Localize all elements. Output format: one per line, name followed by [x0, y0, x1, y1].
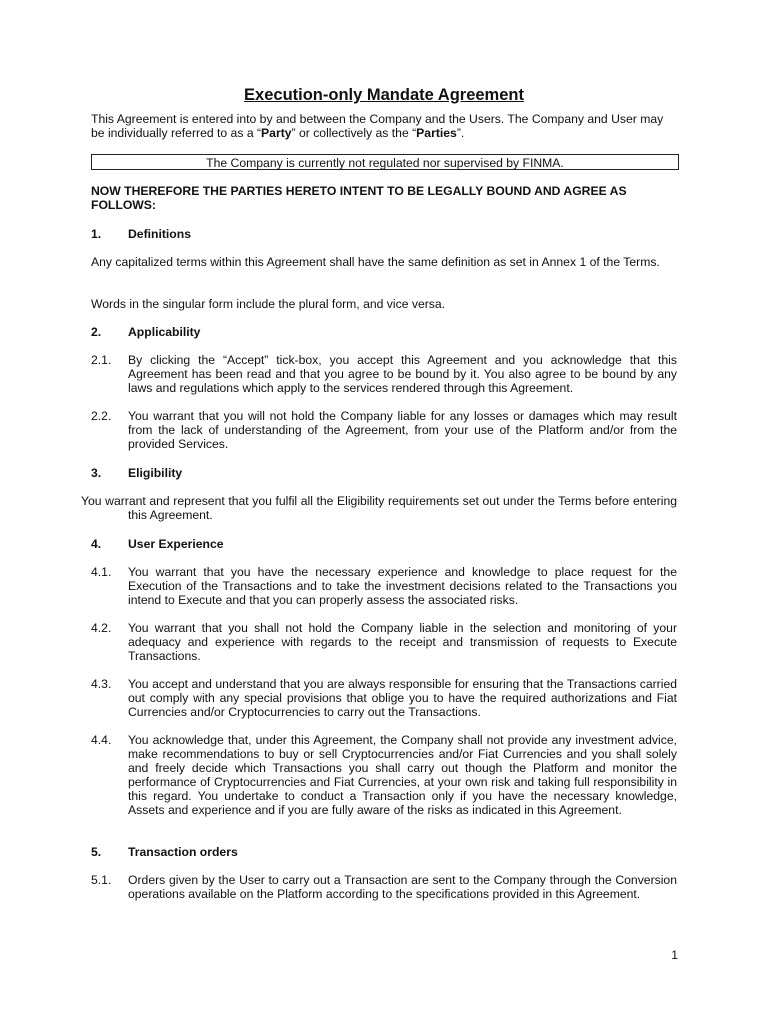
- now-therefore-clause: NOW THEREFORE THE PARTIES HERETO INTENT TO BE LEGALLY BOUND AND AGREE AS FOLLOWS:: [91, 184, 627, 212]
- clause-text: You acknowledge that, under this Agreement, the Company shall not provide any investment advice, make recommendations to buy or sell Cryptocurrencies and/or Fiat Currencies and you shall solely and freely decide which Transactions you shall carry out though the Platform and monitor the performance of Cryptocurrencies and Fiat Currencies, at your own risk and taking full responsibility in this regard. You undertake to conduct a Transaction only if you have the necessary knowledge, Assets and experience and if you are fully aware of the risks as indicated in this Agreement.: [128, 733, 677, 817]
- clause-number: 4.2.: [91, 621, 112, 635]
- eligibility-paragraph: [81, 494, 677, 522]
- section-number: 4.: [91, 537, 102, 551]
- clause-text: By clicking the “Accept” tick-box, you accept this Agreement and you acknowledge that this Agreement has been read and that you agree to be bound by it. You also agree to be bound by any laws and regulations which apply to the services rendered through this Agreement.: [128, 353, 677, 395]
- clause-number: 2.2.: [91, 409, 112, 423]
- section-title: User Experience: [128, 537, 224, 551]
- clause-number: 4.1.: [91, 565, 112, 579]
- section-title: Applicability: [128, 325, 201, 339]
- intro-text: ” or collectively as the “: [291, 126, 417, 140]
- clause-text: You warrant that you have the necessary experience and knowledge to place request for the Execution of the Transactions and to take the investment decisions related to the Transactions you intend to Execute and that you can properly assess the associated risks.: [128, 565, 677, 607]
- section-number: 1.: [91, 227, 102, 241]
- section-title: Eligibility: [128, 466, 183, 480]
- section-number: 2.: [91, 325, 102, 339]
- clause-text: You warrant that you will not hold the Company liable for any losses or damages which may result from the lack of understanding of the Agreement, from your use of the Platform and/or from the provided Services.: [128, 409, 677, 451]
- document-title: Execution-only Mandate Agreement: [244, 86, 524, 104]
- clause-number: 4.4.: [91, 733, 112, 747]
- page-number: 1: [671, 948, 678, 962]
- clause-text: You accept and understand that you are always responsible for ensuring that the Transactions carried out comply with any special provisions that oblige you to have the required authorizations and Fiat Currencies and/or Cryptocurrencies to carry out the Transactions.: [128, 677, 677, 719]
- clause-number: 2.1.: [91, 353, 112, 367]
- clause-number: 4.3.: [91, 677, 112, 691]
- definitions-paragraph-2: Words in the singular form include the plural form, and vice versa.: [91, 297, 446, 311]
- section-number: 5.: [91, 845, 102, 859]
- parties-term: Parties: [416, 126, 457, 140]
- intro-text: ”.: [456, 126, 465, 140]
- intro-text: This Agreement is entered into by and between the Company and the Users. The Company and User may be individually referred to as a “: [91, 112, 664, 140]
- eligibility-text: You warrant and represent that you fulfil all the Eligibility requirements set out under the Terms before entering this Agreement.: [81, 494, 677, 522]
- party-term: Party: [261, 126, 292, 140]
- regulatory-notice-box: The Company is currently not regulated nor supervised by FINMA.: [91, 154, 679, 170]
- clause-text: You warrant that you shall not hold the Company liable in the selection and monitoring of your adequacy and experience with regards to the receipt and transmission of requests to Execute Transactions.: [128, 621, 677, 663]
- definitions-paragraph-1: Any capitalized terms within this Agreement shall have the same definition as set in Annex 1 of the Terms.: [91, 255, 660, 269]
- clause-number: 5.1.: [91, 873, 112, 887]
- section-title: Transaction orders: [128, 845, 238, 859]
- section-number: 3.: [91, 466, 102, 480]
- section-title: Definitions: [128, 227, 191, 241]
- clause-text: Orders given by the User to carry out a Transaction are sent to the Company through the Conversion operations available on the Platform according to the specifications provided in this Agreement.: [128, 873, 677, 901]
- intro-paragraph: [91, 112, 677, 140]
